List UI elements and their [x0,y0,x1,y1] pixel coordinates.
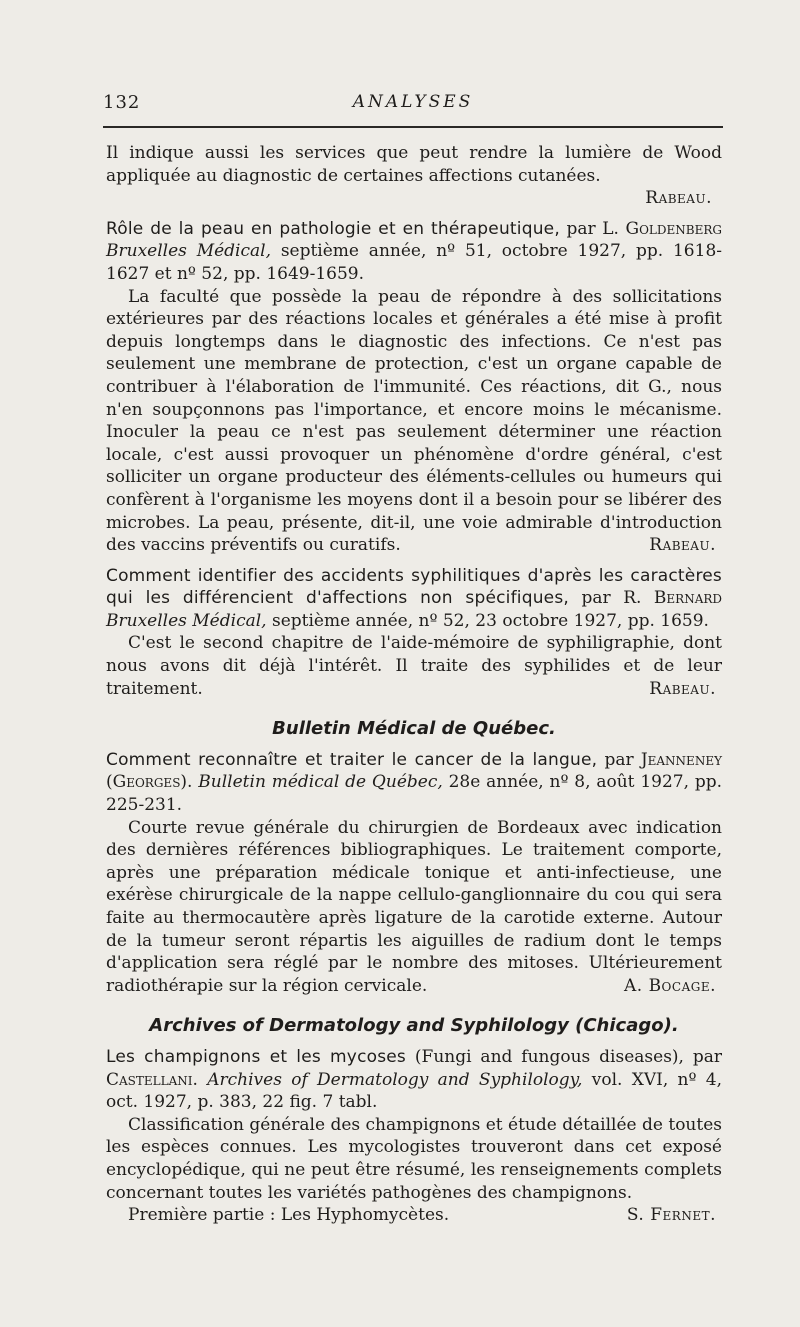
entry-source: Archives of Dermatology and Syphilology, [207,1069,583,1090]
entry-champignons [106,1046,722,1227]
entry-title: Comment identifier des accidents syphilitiques d'après les caractères qui les différencient d'affections non spécifiques, [106,565,722,609]
entry-reference: 28e année, nº 8, août 1927, pp. 225-231. [106,772,723,816]
entry-reference: septième année, nº 52, 23 octobre 1927, pp. 1659. [271,610,709,631]
entry-subtitle: (Fungi and fungous diseases), par [414,1046,722,1067]
page-header [103,92,723,118]
entry-signature: Rabeau. [649,535,716,556]
entry-signature: A. Bocage. [623,975,716,996]
entry-signature: Rabeau. [649,678,716,699]
entry-author: L. Goldenberg [602,218,722,239]
entry-role-peau [106,218,722,557]
entry-author: R. Bernard [623,588,723,609]
entry-by: par [581,588,611,609]
entry-body: La faculté que possède la peau de répondre à des sollicitations extérieures par des réactions locales et générales a été mise à profit depuis longtemps dans le diagnostic des infections. Ce n'est pas seulement une membrane de protection, c'est un organe capable de contribuer à l'élaboration de l'immunité. Ces réactions, dit G., nous n'en soupçonnons pas l'importance, et encore moins le mécanisme. Inoculer la peau ce n'est pas seulement déterminer une réaction locale, c'est aussi provoquer un phénomène d'ordre général, c'est solliciter un organe producteur des éléments-cellules ou humeurs qui confèrent à l'organisme les moyens dont il a besoin pour se libérer des microbes. La peau, présente, dit-il, une voie admirable d'introduction des vaccins préventifs ou curatifs. [106,286,722,556]
entry-signature: S. Fernet. [626,1205,716,1226]
journal-title: Archives of Dermatology and Syphilology [149,1015,569,1037]
entry-source: Bulletin médical de Québec, [198,772,443,793]
entry-title: Rôle de la peau en pathologie et en thérapeutique, [106,218,560,239]
entry-reference: vol. XVI, nº 4, oct. 1927, p. 383, 22 fig. 7 tabl. [106,1069,722,1113]
entry-by: par [604,749,634,770]
entry-cancer-langue [106,749,722,998]
entry-author: Castellani. [106,1069,198,1090]
entry-by: par [566,218,596,239]
entry-accidents-syphilitiques [106,565,722,701]
entry-source: Bruxelles Médical, [106,610,267,631]
entry-body: Classification générale des champignons et étude détaillée de toutes les espèces connues. Les mycologistes trouveront dans cet exposé encyclopédique, qui ne peut être résumé, les renseignements complets concernant toutes les variétés pathogènes des champignons. [106,1114,722,1203]
entry-body: Courte revue générale du chirurgien de Bordeaux avec indication des dernières références bibliographiques. Le traitement comporte, après une préparation médicale tonique et anti-infectieuse, une exérèse chirurgicale de la nappe cellulo-ganglionnaire du cou qui sera faite au thermocautère après ligature de la carotide externe. Autour de la tumeur seront répartis les aiguilles de radium dont le temps d'application sera réglé par le nombre des mitoses. Ultérieurement radiothérapie sur la région cervicale. [106,817,722,996]
running-title: ANALYSES [352,92,474,112]
entry-title: Les champignons et les mycoses [106,1046,406,1067]
page-content [106,142,722,1227]
header-rule [103,126,723,128]
intro-signature: Rabeau. [645,188,712,209]
entry-source: Bruxelles Médical, [106,241,271,262]
entry-author: Jeanneney (Georges). [106,749,722,793]
journal-heading-chicago [106,1015,722,1038]
entry-last-line: Première partie : Les Hyphomycètes. [128,1205,450,1226]
journal-heading-quebec: Bulletin Médical de Québec. [272,718,556,740]
intro-paragraph: Il indique aussi les services que peut rendre la lumière de Wood appliquée au diagnostic de certaines affections cutanées. [106,143,722,186]
entry-body: C'est le second chapitre de l'aide-mémoire de syphiligraphie, dont nous avons dit déjà l'intérêt. Il traite des syphilides et de leur traitement. [106,633,722,699]
page-number: 132 [103,92,141,113]
journal-city: (Chicago). [575,1015,679,1037]
entry-reference: septième année, nº 51, octobre 1927, pp. 1618-1627 et nº 52, pp. 1649-1659. [106,241,723,284]
entry-title: Comment reconnaître et traiter le cancer de la langue, [106,749,598,770]
